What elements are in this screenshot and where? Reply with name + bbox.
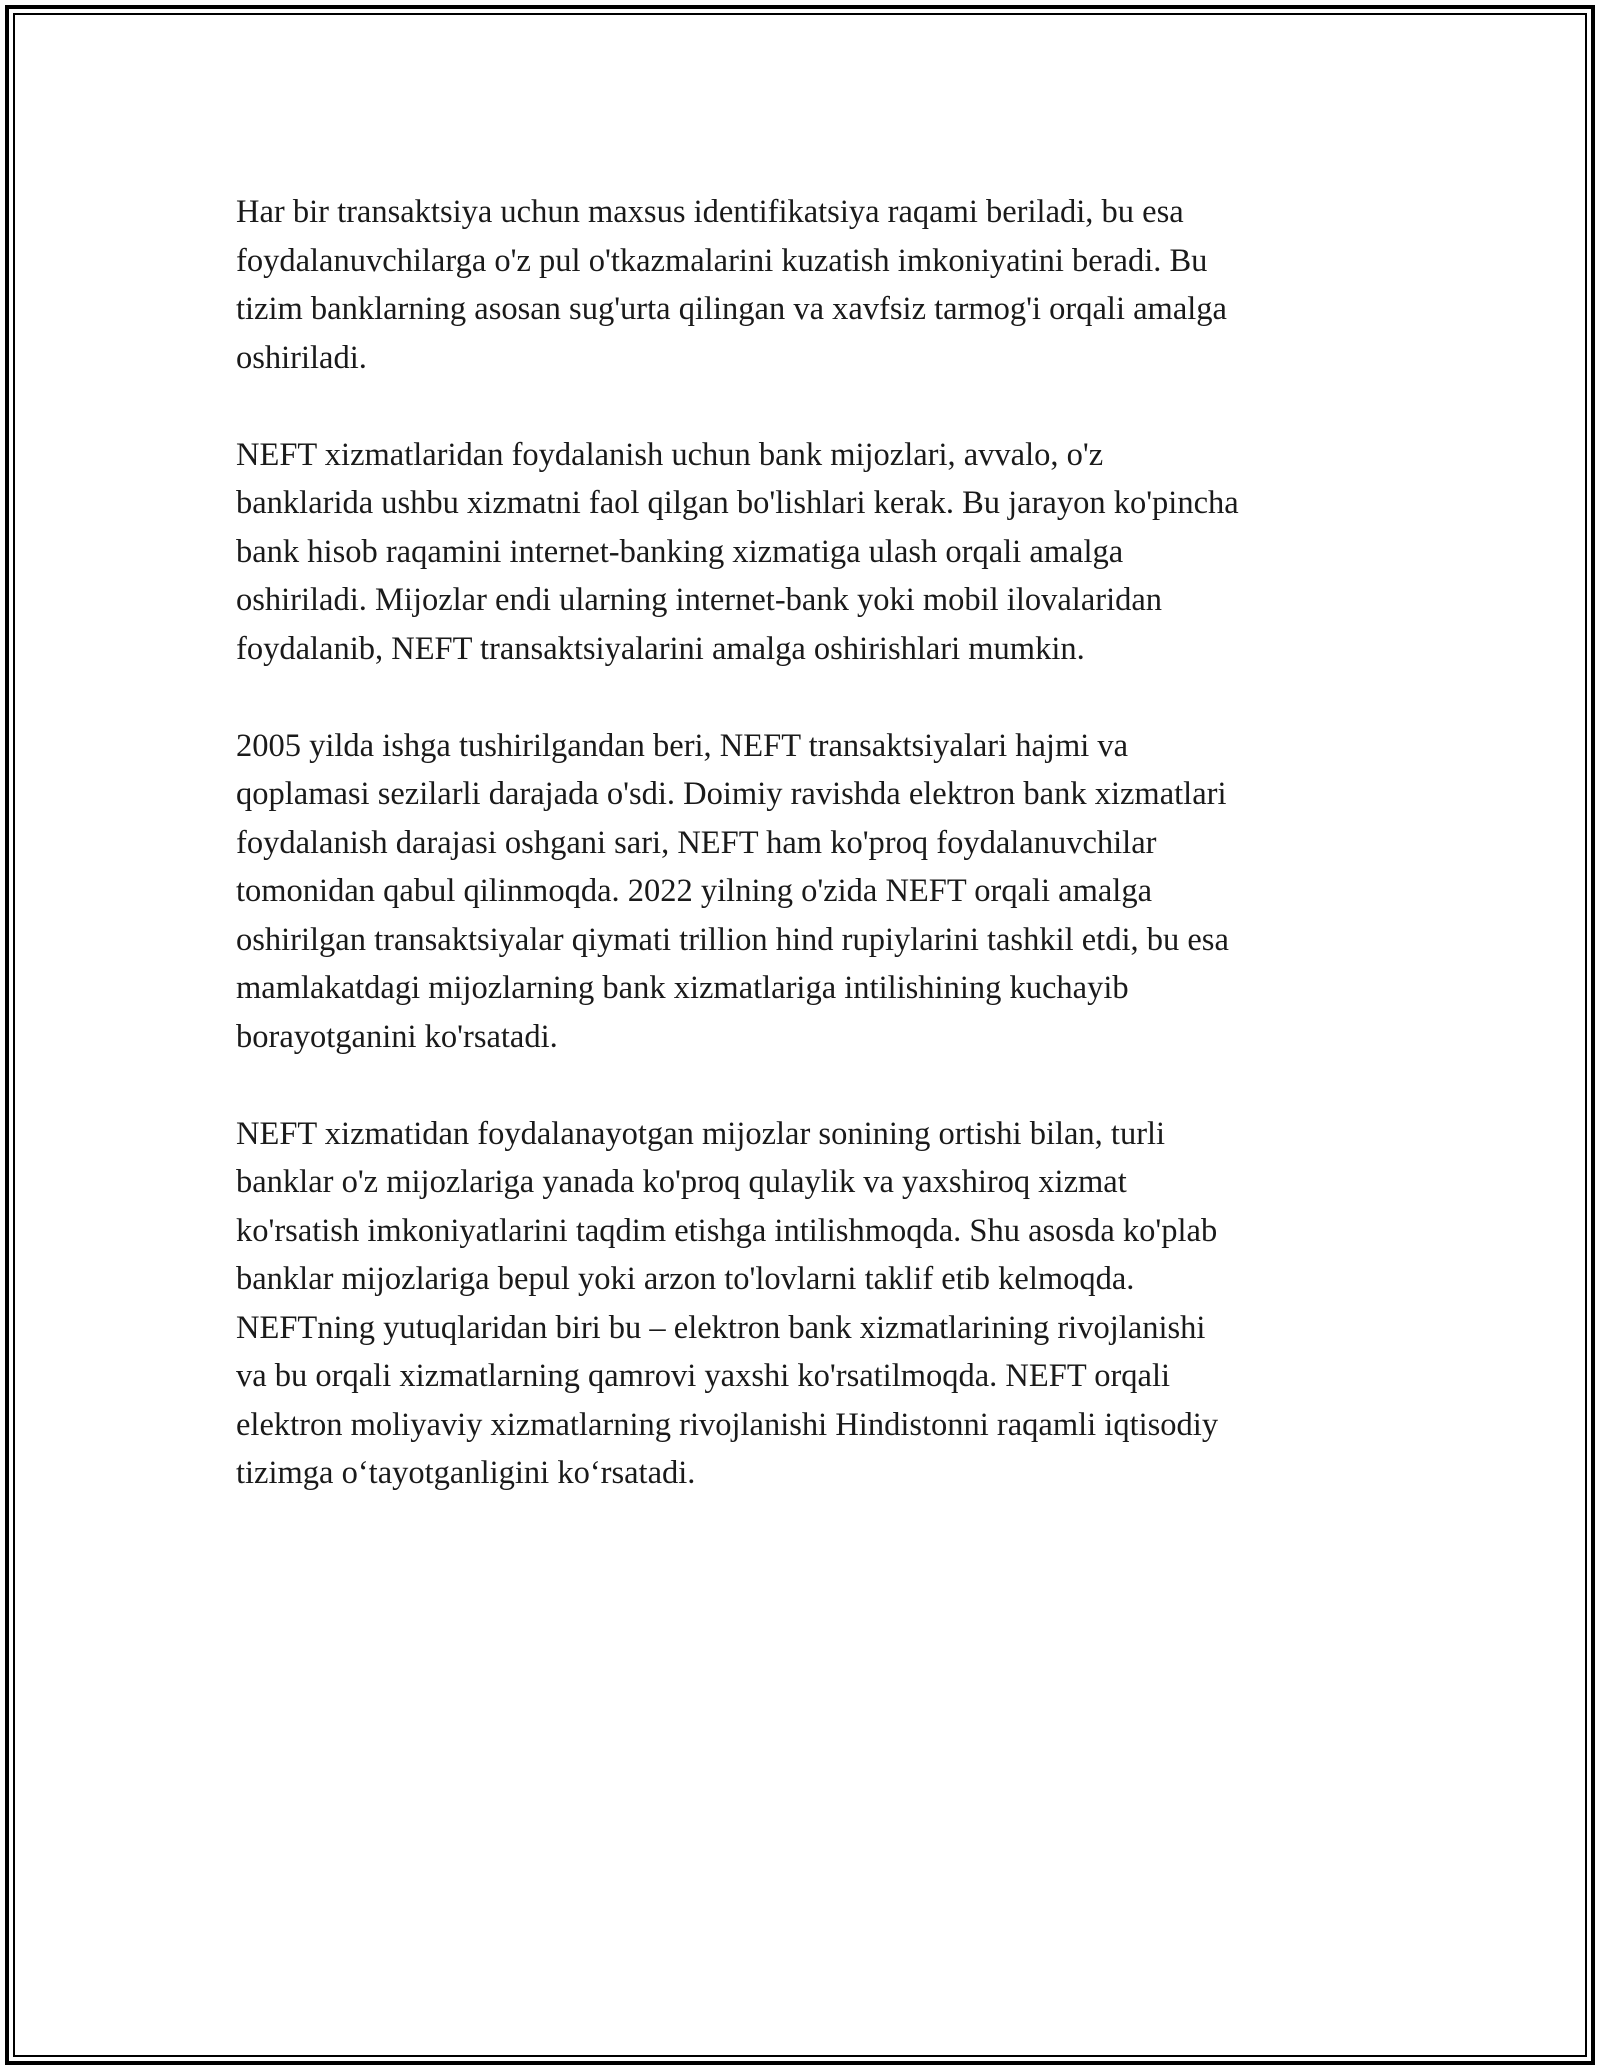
text-line: tomonidan qabul qilinmoqda. 2022 yilning o'zida NEFT orqali amalga <box>236 873 1153 909</box>
paragraph-1 <box>236 188 1376 382</box>
text-line: banklar mijozlariga bepul yoki arzon to'lovlarni taklif etib kelmoqda. <box>236 1261 1135 1297</box>
paragraph-3 <box>236 722 1376 1062</box>
text-line: NEFTning yutuqlaridan biri bu – elektron bank xizmatlarining rivojlanishi <box>236 1309 1206 1346</box>
text-line: oshirilgan transaktsiyalar qiymati trillion hind rupiylarini tashkil etdi, bu esa <box>236 921 1229 958</box>
text-line: banklarida ushbu xizmatni faol qilgan bo'lishlari kerak. Bu jarayon ko'pincha <box>236 485 1239 521</box>
text-line: ko'rsatish imkoniyatlarini taqdim etishga intilishmoqda. Shu asosda ko'plab <box>236 1212 1218 1249</box>
text-line: NEFT xizmatidan foydalanayotgan mijozlar sonining ortishi bilan, turli <box>236 1115 1166 1152</box>
text-line: tizimga oʻtayotganligini koʻrsatadi. <box>236 1455 696 1491</box>
text-line: va bu orqali xizmatlarning qamrovi yaxshi ko'rsatilmoqda. NEFT orqali <box>236 1358 1171 1394</box>
text-line: bank hisob raqamini internet-banking xizmatiga ulash orqali amalga <box>236 533 1124 570</box>
text-line: foydalanish darajasi oshgani sari, NEFT ham ko'proq foydalanuvchilar <box>236 824 1157 861</box>
text-line: elektron moliyaviy xizmatlarning rivojlanishi Hindistonni raqamli iqtisodiy <box>236 1406 1219 1443</box>
text-line: tizim banklarning asosan sug'urta qilingan va xavfsiz tarmog'i orqali amalga <box>236 291 1227 327</box>
text-line: oshiriladi. <box>236 339 367 376</box>
document-body <box>236 188 1376 1546</box>
paragraph-2 <box>236 431 1376 674</box>
text-line: banklar o'z mijozlariga yanada ko'proq qulaylik va yaxshiroq xizmat <box>236 1164 1127 1200</box>
text-line: oshiriladi. Mijozlar endi ularning internet-bank yoki mobil ilovalaridan <box>236 582 1163 618</box>
text-line: foydalanuvchilarga o'z pul o'tkazmalarini kuzatish imkoniyatini beradi. Bu <box>236 242 1208 279</box>
text-line: NEFT xizmatlaridan foydalanish uchun bank mijozlari, avvalo, o'z <box>236 436 1104 473</box>
paragraph-4 <box>236 1110 1376 1498</box>
text-line: 2005 yilda ishga tushirilgandan beri, NEFT transaktsiyalari hajmi va <box>236 727 1129 764</box>
text-line: foydalanib, NEFT transaktsiyalarini amalga oshirishlari mumkin. <box>236 630 1085 667</box>
text-line: borayotganini ko'rsatadi. <box>236 1018 558 1055</box>
text-line: Har bir transaktsiya uchun maxsus identifikatsiya raqami beriladi, bu esa <box>236 194 1184 230</box>
text-line: qoplamasi sezilarli darajada o'sdi. Doimiy ravishda elektron bank xizmatlari <box>236 776 1227 812</box>
text-line: mamlakatdagi mijozlarning bank xizmatlariga intilishining kuchayib <box>236 970 1129 1006</box>
